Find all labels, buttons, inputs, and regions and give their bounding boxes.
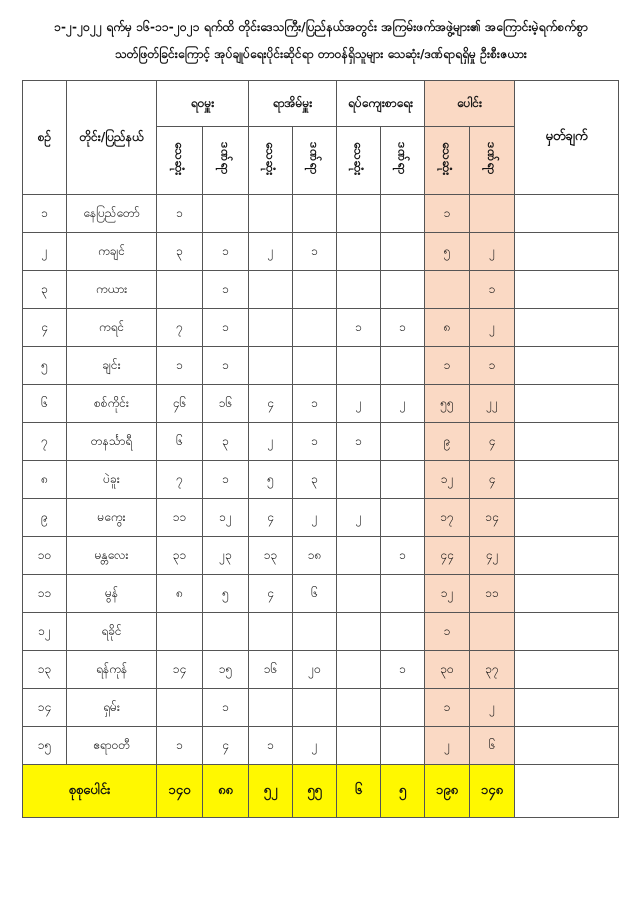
- cell-dead: ၄: [249, 385, 293, 423]
- cell-dead: ၅: [249, 461, 293, 499]
- row-serial: ၂: [23, 233, 67, 271]
- cell-dead: [249, 347, 293, 385]
- row-serial: ၆: [23, 385, 67, 423]
- table-row: [23, 727, 619, 765]
- cell-injured: ၁၈: [293, 537, 337, 575]
- casualty-table: [22, 80, 619, 818]
- subheader-dead-label: သေဆုံး: [263, 141, 278, 177]
- cell-injured: ၄: [470, 461, 515, 499]
- cell-injured: [381, 689, 425, 727]
- cell-injured: ၁: [381, 651, 425, 689]
- title-line-1: ၁-၂-၂၀၂၂ ရက်မှ ၁၆-၁၁-၂၀၂၁ ရက်ထိ တိုင်းဒေသကြီး/ပြည်နယ်အတွင်း အကြမ်းဖက်အဖွဲ့များ၏ အကြောင်းမဲ့ရက်စက်စွာ: [54, 20, 588, 34]
- cell-injured: [293, 271, 337, 309]
- row-remarks: [515, 499, 619, 537]
- cell-injured: ၁၁: [470, 575, 515, 613]
- cell-dead: ၁: [337, 309, 381, 347]
- cell-dead: [157, 689, 203, 727]
- row-remarks: [515, 195, 619, 233]
- cell-dead: ၈: [157, 575, 203, 613]
- row-remarks: [515, 233, 619, 271]
- cell-dead: ၁: [157, 347, 203, 385]
- cell-dead: [249, 689, 293, 727]
- table-row: [23, 423, 619, 461]
- cell-dead: ၂: [249, 233, 293, 271]
- table-row: [23, 385, 619, 423]
- header-group-clerk: ရပ်ကျေးစာရေး: [337, 81, 425, 127]
- row-region: ကချင်: [67, 233, 157, 271]
- cell-injured: ၁၅: [203, 651, 249, 689]
- row-serial: ၁၂: [23, 613, 67, 651]
- cell-dead: [337, 347, 381, 385]
- cell-dead: [337, 271, 381, 309]
- cell-dead: ၁၁: [157, 499, 203, 537]
- table-row: [23, 613, 619, 651]
- cell-injured: ၁: [203, 233, 249, 271]
- row-serial: ၉: [23, 499, 67, 537]
- cell-dead: ၂: [337, 499, 381, 537]
- cell-injured: ၁၂: [203, 499, 249, 537]
- cell-dead: [249, 613, 293, 651]
- subheader-dead: [157, 127, 203, 195]
- cell-injured: ၃: [293, 461, 337, 499]
- row-serial: ၃: [23, 271, 67, 309]
- subheader-dead: [337, 127, 381, 195]
- cell-dead: ၇: [157, 309, 203, 347]
- cell-dead: [425, 271, 470, 309]
- cell-dead: ၁၆: [249, 651, 293, 689]
- total-cell: ၅: [381, 765, 425, 818]
- total-cell: ၈၈: [203, 765, 249, 818]
- header-serial: စဉ်: [23, 81, 67, 195]
- row-region: စစ်ကိုင်း: [67, 385, 157, 423]
- cell-dead: ၃၀: [425, 651, 470, 689]
- header-group-ward-admin: ရဝမှူး: [157, 81, 249, 127]
- cell-dead: ၁: [337, 423, 381, 461]
- cell-injured: [381, 499, 425, 537]
- cell-dead: [337, 233, 381, 271]
- cell-injured: ၃: [203, 423, 249, 461]
- row-remarks: [515, 613, 619, 651]
- subheader-dead-label: သေဆုံး: [440, 141, 455, 177]
- cell-dead: [157, 271, 203, 309]
- subheader-injured: [293, 127, 337, 195]
- row-remarks: [515, 309, 619, 347]
- cell-injured: ၂: [470, 309, 515, 347]
- row-serial: ၁: [23, 195, 67, 233]
- cell-injured: ၁: [293, 385, 337, 423]
- total-cell: ၁၄၈: [470, 765, 515, 818]
- table-row: [23, 537, 619, 575]
- cell-dead: [337, 689, 381, 727]
- row-region: နေပြည်တော်: [67, 195, 157, 233]
- cell-injured: ၆: [470, 727, 515, 765]
- cell-injured: ၂: [293, 499, 337, 537]
- table-row: [23, 651, 619, 689]
- cell-dead: ၅: [425, 233, 470, 271]
- cell-injured: ၁: [470, 271, 515, 309]
- cell-dead: ၁: [425, 347, 470, 385]
- total-cell: ၅၂: [249, 765, 293, 818]
- cell-dead: ၁၃: [249, 537, 293, 575]
- cell-injured: ၆: [293, 575, 337, 613]
- cell-injured: [203, 195, 249, 233]
- cell-injured: [203, 613, 249, 651]
- cell-dead: ၄: [249, 575, 293, 613]
- total-label: စုစုပေါင်း: [23, 765, 157, 818]
- total-cell: ၅၅: [293, 765, 337, 818]
- cell-injured: [381, 423, 425, 461]
- subheader-injured-label: ဒဏ်ရာ: [395, 142, 410, 176]
- table-body: [23, 195, 619, 765]
- row-serial: ၁၃: [23, 651, 67, 689]
- row-region: မကွေး: [67, 499, 157, 537]
- cell-dead: ၃: [157, 233, 203, 271]
- cell-dead: [249, 195, 293, 233]
- row-serial: ၁၁: [23, 575, 67, 613]
- cell-injured: ၁: [381, 309, 425, 347]
- cell-dead: [337, 537, 381, 575]
- cell-injured: ၁: [381, 537, 425, 575]
- cell-dead: ၇: [157, 461, 203, 499]
- table-row: [23, 499, 619, 537]
- row-remarks: [515, 385, 619, 423]
- row-remarks: [515, 271, 619, 309]
- table-row: [23, 347, 619, 385]
- subheader-dead: [425, 127, 470, 195]
- row-remarks: [515, 727, 619, 765]
- subheader-injured: [470, 127, 515, 195]
- subheader-dead-label: သေဆုံး: [351, 141, 366, 177]
- cell-injured: ၂၃: [203, 537, 249, 575]
- cell-injured: ၁: [203, 689, 249, 727]
- row-serial: ၁၀: [23, 537, 67, 575]
- cell-dead: ၁၂: [425, 461, 470, 499]
- subheader-injured: [381, 127, 425, 195]
- row-serial: ၈: [23, 461, 67, 499]
- table-row: [23, 575, 619, 613]
- cell-injured: ၁: [293, 233, 337, 271]
- row-remarks: [515, 651, 619, 689]
- cell-injured: [293, 347, 337, 385]
- cell-dead: ၁: [157, 195, 203, 233]
- cell-injured: ၄: [203, 727, 249, 765]
- cell-dead: ၁၄: [157, 651, 203, 689]
- total-cell: ၁၄၀: [157, 765, 203, 818]
- cell-dead: [337, 727, 381, 765]
- row-remarks: [515, 575, 619, 613]
- total-row: [23, 765, 619, 818]
- row-serial: ၁၄: [23, 689, 67, 727]
- row-serial: ၁၅: [23, 727, 67, 765]
- row-remarks: [515, 423, 619, 461]
- row-remarks: [515, 461, 619, 499]
- row-serial: ၅: [23, 347, 67, 385]
- cell-injured: ၂၀: [293, 651, 337, 689]
- cell-injured: [381, 575, 425, 613]
- header-remarks: မှတ်ချက်: [515, 81, 619, 195]
- cell-dead: ၃၁: [157, 537, 203, 575]
- subheader-dead-label: သေဆုံး: [172, 141, 187, 177]
- row-remarks: [515, 537, 619, 575]
- cell-injured: [381, 233, 425, 271]
- subheader-injured-label: ဒဏ်ရာ: [307, 142, 322, 176]
- cell-injured: ၄၂: [470, 537, 515, 575]
- cell-injured: [381, 461, 425, 499]
- cell-dead: ၁: [425, 613, 470, 651]
- title-line-2: သတ်ဖြတ်ခြင်းကြောင့် အုပ်ချုပ်ရေးပိုင်းဆိုင်ရာ တာဝန်ရှိသူများ သေဆုံး/ဒဏ်ရာရရှိမှု ဦးစီးဇယား: [115, 47, 527, 61]
- cell-dead: [337, 613, 381, 651]
- cell-injured: ၁၄: [470, 499, 515, 537]
- cell-injured: ၄: [470, 423, 515, 461]
- cell-injured: ၁: [203, 347, 249, 385]
- subheader-injured-label: ဒဏ်ရာ: [218, 142, 233, 176]
- cell-dead: [337, 461, 381, 499]
- cell-injured: [293, 613, 337, 651]
- cell-dead: ၆: [157, 423, 203, 461]
- header-region: တိုင်း/ပြည်နယ်: [67, 81, 157, 195]
- row-region: ချင်း: [67, 347, 157, 385]
- row-serial: ၇: [23, 423, 67, 461]
- total-cell: ၆: [337, 765, 381, 818]
- row-region: ဧရာဝတီ: [67, 727, 157, 765]
- row-region: ကရင်: [67, 309, 157, 347]
- row-region: ရခိုင်: [67, 613, 157, 651]
- row-region: ရှမ်း: [67, 689, 157, 727]
- cell-dead: ၅၅: [425, 385, 470, 423]
- cell-dead: ၄: [249, 499, 293, 537]
- cell-injured: [293, 309, 337, 347]
- table-row: [23, 271, 619, 309]
- cell-injured: [381, 195, 425, 233]
- cell-injured: ၂: [470, 689, 515, 727]
- cell-dead: [337, 195, 381, 233]
- cell-dead: [337, 575, 381, 613]
- cell-injured: [381, 271, 425, 309]
- cell-dead: [249, 271, 293, 309]
- cell-dead: ၂: [337, 385, 381, 423]
- cell-dead: [157, 613, 203, 651]
- cell-injured: ၁: [470, 347, 515, 385]
- table-row: [23, 233, 619, 271]
- cell-injured: ၃၇: [470, 651, 515, 689]
- row-serial: ၄: [23, 309, 67, 347]
- cell-dead: ၄၆: [157, 385, 203, 423]
- cell-injured: ၂: [293, 727, 337, 765]
- row-region: ကယား: [67, 271, 157, 309]
- cell-injured: [381, 727, 425, 765]
- cell-dead: [337, 651, 381, 689]
- cell-injured: ၁: [203, 309, 249, 347]
- cell-dead: ၁၇: [425, 499, 470, 537]
- cell-dead: ၂: [425, 727, 470, 765]
- cell-dead: ၈: [425, 309, 470, 347]
- cell-injured: ၁: [203, 461, 249, 499]
- cell-injured: [293, 689, 337, 727]
- header-group-hundred-household: ရာအိမ်မှူး: [249, 81, 337, 127]
- table-row: [23, 461, 619, 499]
- cell-injured: ၂: [470, 233, 515, 271]
- cell-injured: ၅: [203, 575, 249, 613]
- cell-injured: ၁: [293, 423, 337, 461]
- header-group-total: ပေါင်း: [425, 81, 515, 127]
- document-title: [10, 14, 632, 68]
- cell-dead: ၂: [249, 423, 293, 461]
- cell-injured: [381, 347, 425, 385]
- row-remarks: [515, 689, 619, 727]
- table-row: [23, 689, 619, 727]
- subheader-injured: [203, 127, 249, 195]
- table-row: [23, 195, 619, 233]
- cell-dead: ၁: [157, 727, 203, 765]
- cell-injured: ၁၆: [203, 385, 249, 423]
- cell-dead: ၄၄: [425, 537, 470, 575]
- subheader-injured-label: ဒဏ်ရာ: [485, 142, 500, 176]
- row-remarks: [515, 347, 619, 385]
- cell-dead: ၉: [425, 423, 470, 461]
- cell-injured: ၁: [203, 271, 249, 309]
- cell-injured: [293, 195, 337, 233]
- row-region: ရန်ကုန်: [67, 651, 157, 689]
- cell-injured: [470, 613, 515, 651]
- cell-injured: [381, 613, 425, 651]
- table-row: [23, 309, 619, 347]
- row-region: မန္တလေး: [67, 537, 157, 575]
- cell-injured: [470, 195, 515, 233]
- cell-injured: ၂: [381, 385, 425, 423]
- cell-injured: ၂၂: [470, 385, 515, 423]
- total-remarks-cell: [515, 765, 619, 818]
- cell-dead: ၁: [425, 195, 470, 233]
- row-region: တနင်္သာရီ: [67, 423, 157, 461]
- row-region: မွန်: [67, 575, 157, 613]
- subheader-dead: [249, 127, 293, 195]
- cell-dead: ၁၂: [425, 575, 470, 613]
- total-cell: ၁၉၈: [425, 765, 470, 818]
- cell-dead: [249, 309, 293, 347]
- cell-dead: ၁: [425, 689, 470, 727]
- cell-dead: ၁: [249, 727, 293, 765]
- row-region: ပဲခူး: [67, 461, 157, 499]
